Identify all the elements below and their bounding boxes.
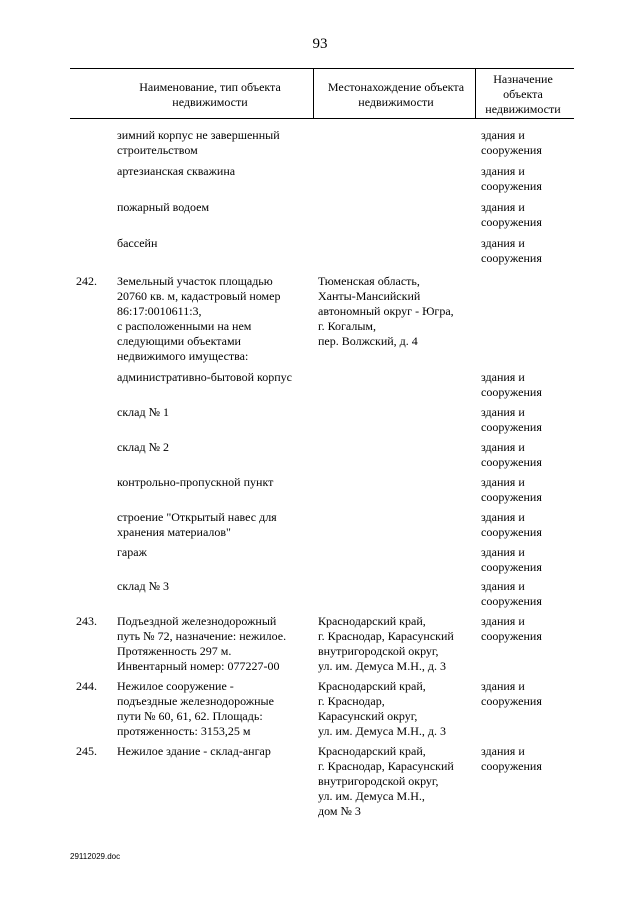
object-purpose: здания и сооружения [481, 475, 542, 504]
object-name: пожарный водоем [117, 200, 210, 214]
object-name: артезианская скважина [117, 164, 236, 178]
object-purpose: здания и сооружения [481, 405, 542, 434]
object-purpose: здания и сооружения [481, 679, 542, 708]
object-location: Краснодарский край, г. Краснодар, Карасунский внутригородской округ, ул. им. Демуса М.Н., дом № 3 [318, 744, 454, 818]
object-purpose: здания и сооружения [481, 545, 542, 574]
table-row [0, 274, 640, 370]
object-name: склад № 1 [117, 405, 170, 419]
row-number: 243. [76, 614, 97, 628]
object-purpose: здания и сооружения [481, 164, 542, 193]
table-header-top-rule [70, 68, 574, 69]
table-row [0, 475, 640, 510]
object-purpose: здания и сооружения [481, 236, 542, 265]
header-divider [313, 68, 314, 118]
table-row [0, 510, 640, 545]
object-purpose: здания и сооружения [481, 200, 542, 229]
object-location: Краснодарский край, г. Краснодар, Карасунский внутригородской округ, ул. им. Демуса М.Н., д. 3 [318, 614, 454, 673]
object-purpose: здания и сооружения [481, 128, 542, 157]
object-name: Подъездной железнодорожный путь № 72, назначение: нежилое. Протяженность 297 м. Инвентарный номер: 077227-00 [117, 614, 287, 673]
table-row [0, 405, 640, 440]
object-name: Нежилое сооружение - подъездные железнодорожные пути № 60, 61, 62. Площадь: протяженность: 3153,25 м [117, 679, 274, 738]
header-location: Местонахождение объекта недвижимости [327, 80, 465, 109]
object-purpose: здания и сооружения [481, 579, 542, 608]
row-number: 245. [76, 744, 97, 758]
object-name: строение "Открытый навес для хранения материалов" [117, 510, 277, 539]
object-name: гараж [117, 545, 147, 559]
table-row [0, 579, 640, 614]
header-name: Наименование, тип объекта недвижимости [139, 80, 281, 109]
object-name: склад № 3 [117, 579, 170, 593]
object-location: Тюменская область, Ханты-Мансийский автономный округ - Югра, г. Когалым, пер. Волжский, д. 4 [318, 274, 454, 348]
page-number: 93 [312, 36, 328, 52]
object-name: зимний корпус не завершенный строительством [117, 128, 280, 157]
row-number: 242. [76, 274, 97, 288]
object-purpose: здания и сооружения [481, 510, 542, 539]
row-number: 244. [76, 679, 97, 693]
table-row [0, 128, 640, 164]
table-row [0, 370, 640, 405]
object-name: контрольно-пропускной пункт [117, 475, 274, 489]
object-purpose: здания и сооружения [481, 614, 542, 643]
object-name: Земельный участок площадью 20760 кв. м, кадастровый номер 86:17:0010611:3, с расположенными на нем следующими объектами недвижимого имущества: [117, 274, 281, 363]
table-body [0, 128, 640, 824]
table-row [0, 679, 640, 744]
object-name: бассейн [117, 236, 158, 250]
header-purpose: Назначение объекта недвижимости [485, 72, 561, 116]
object-purpose: здания и сооружения [481, 370, 542, 399]
object-name: склад № 2 [117, 440, 170, 454]
object-purpose: здания и сооружения [481, 744, 542, 773]
table-row [0, 440, 640, 475]
table-row [0, 545, 640, 579]
table-row [0, 200, 640, 236]
object-purpose: здания и сооружения [481, 440, 542, 469]
object-name: административно-бытовой корпус [117, 370, 293, 384]
table-header-bottom-rule [70, 118, 574, 119]
object-name: Нежилое здание - склад-ангар [117, 744, 271, 758]
header-divider [475, 68, 476, 118]
table-row [0, 164, 640, 200]
table-row [0, 614, 640, 679]
table-row [0, 236, 640, 274]
table-row [0, 744, 640, 824]
object-location: Краснодарский край, г. Краснодар, Карасунский округ, ул. им. Демуса М.Н., д. 3 [318, 679, 446, 738]
document-filename: 29112029.doc [70, 852, 121, 861]
